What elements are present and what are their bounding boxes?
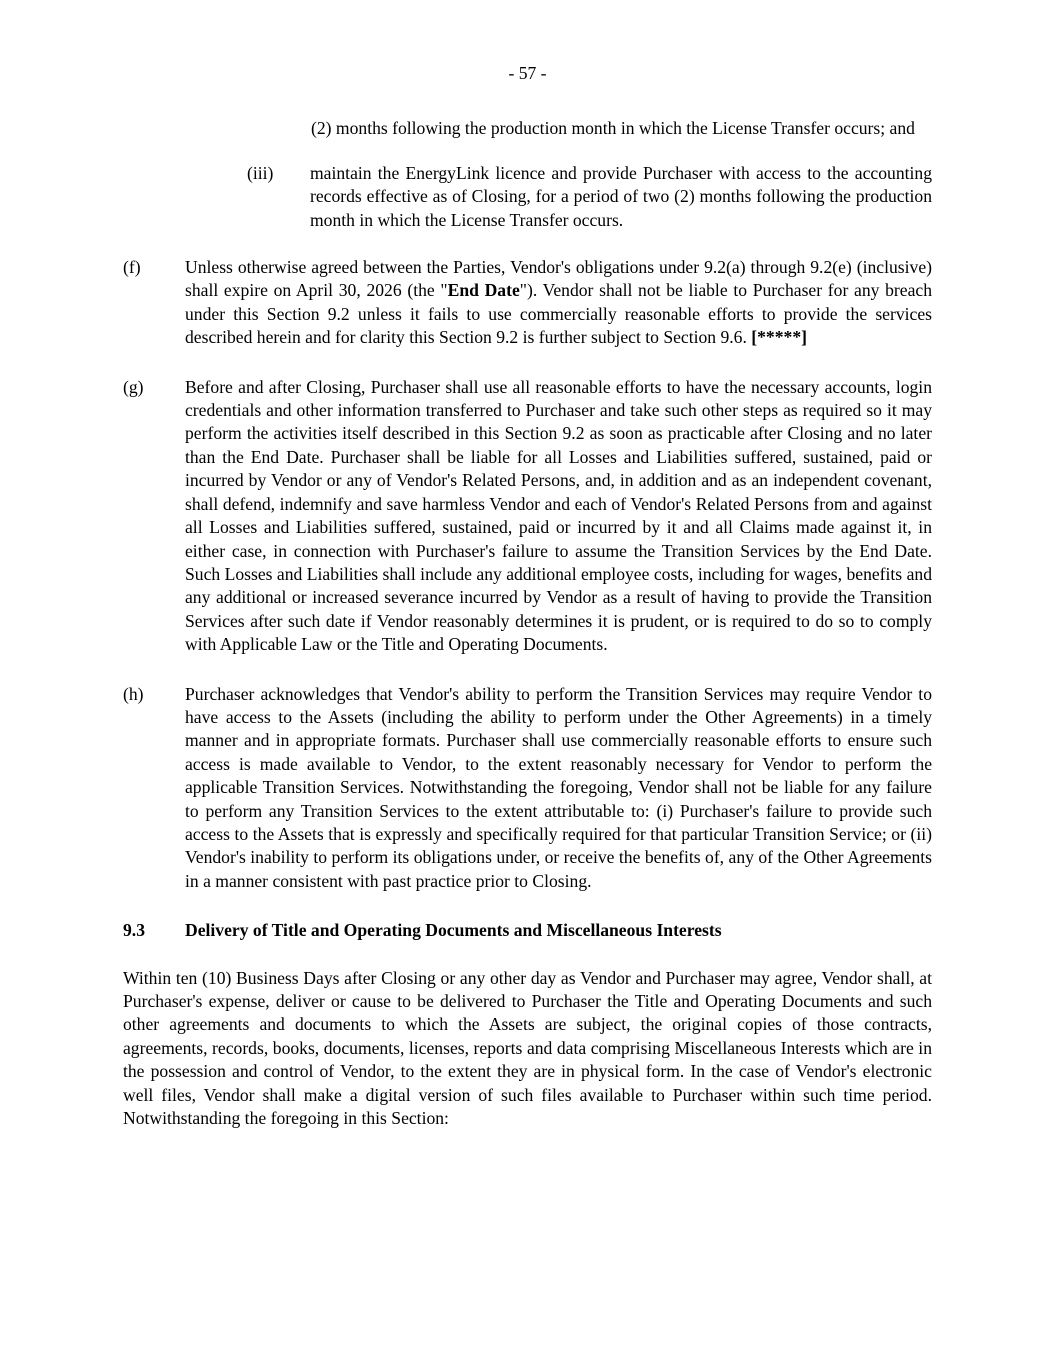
- paragraph-h-text: Purchaser acknowledges that Vendor's ability to perform the Transition Services may require Vendor to have access to the Assets (including the ability to perform under the Other Agreements) in a timely manner and in appropriate formats. Purchaser shall use commercially reasonable efforts to ensure such access is made available to Vendor, to the extent reasonably necessary for Vendor to perform the applicable Transition Services. Notwithstanding the foregoing, Vendor shall not be liable for any failure to perform any Transition Services to the extent attributable to: (i) Purchaser's failure to provide such access to the Assets that is expressly and specifically required for that particular Transition Service; or (ii) Vendor's inability to perform its obligations under, or receive the benefits of, any of the Other Agreements in a manner consistent with past practice prior to Closing.: [185, 683, 932, 891]
- paragraph-f-seg3: "). Vendor shall not be liable to Purchaser for any breach under this Section 9.2 unless it fails to use commercially reasonable efforts to provide the services described herein and for clarity this Section 9.2 is further subject to Section 9.6.: [185, 280, 933, 348]
- paragraph-f-seg1: Unless otherwise agreed between the Parties, Vendor's obligations under 9.2(a) through 9.2(e) (inclusive) shall expire on April 30, 2026 (the ": [185, 257, 932, 301]
- list-item-iii-text: maintain the EnergyLink licence and provide Purchaser with access to the accounting records effective as of Closing, for a period of two (2) months following the production month in which the License Transfer occurs.: [310, 162, 932, 230]
- paragraph-f: [123, 256, 932, 350]
- list-item-iii: [247, 162, 932, 232]
- end-date-defined-term: End Date: [447, 280, 520, 301]
- section-heading-title: Delivery of Title and Operating Documents and Miscellaneous Interests: [185, 920, 722, 941]
- redaction-marker: [*****]: [751, 327, 807, 348]
- paragraph-f-label: (f): [123, 257, 141, 278]
- paragraph-h-label: (h): [123, 683, 144, 704]
- paragraph-h: [123, 683, 932, 894]
- paragraph-closing: Within ten (10) Business Days after Closing or any other day as Vendor and Purchaser may agree, Vendor shall, at Purchaser's expense, deliver or cause to be delivered to Purchaser the Title and Operating Documents and such other agreements and documents to which the Assets are subject, the original copies of those contracts, agreements, records, books, documents, licenses, reports and data comprising Miscellaneous Interests which are in the possession and control of Vendor, to the extent they are in physical form. In the case of Vendor's electronic well files, Vendor shall make a digital version of such files available to Purchaser within such time period. Notwithstanding the foregoing in this Section:: [123, 967, 932, 1129]
- paragraph-g-text: Before and after Closing, Purchaser shall use all reasonable efforts to have the necessary accounts, login credentials and other information transferred to Purchaser and take such other steps as required so it may perform the activities itself described in this Section 9.2 as soon as practicable after Closing and no later than the End Date. Purchaser shall be liable for all Losses and Liabilities suffered, sustained, paid or incurred by Vendor or any of Vendor's Related Persons, and, in addition and as an independent covenant, shall defend, indemnify and save harmless Vendor and each of Vendor's Related Persons from and against all Losses and Liabilities suffered, sustained, paid or incurred by it and all Claims made against it, in either case, in connection with Purchaser's failure to assume the Transition Services by the End Date. Such Losses and Liabilities shall include any additional employee costs, including for wages, benefits and any additional or increased severance incurred by Vendor as a result of having to provide the Transition Services after such date if Vendor reasonably determines it is prudent, or is required to do so to comply with Applicable Law or the Title and Operating Documents.: [185, 376, 932, 655]
- paragraph-g-label: (g): [123, 376, 144, 397]
- section-heading-number: 9.3: [123, 920, 145, 941]
- paragraph-g: [123, 376, 932, 657]
- paragraph-f-text: [185, 256, 932, 350]
- section-heading-9-3: [123, 919, 932, 942]
- page-number: - 57 -: [508, 63, 547, 83]
- paragraph-continuation: (2) months following the production month in which the License Transfer occurs; and: [311, 118, 915, 139]
- list-item-iii-label: (iii): [247, 162, 274, 183]
